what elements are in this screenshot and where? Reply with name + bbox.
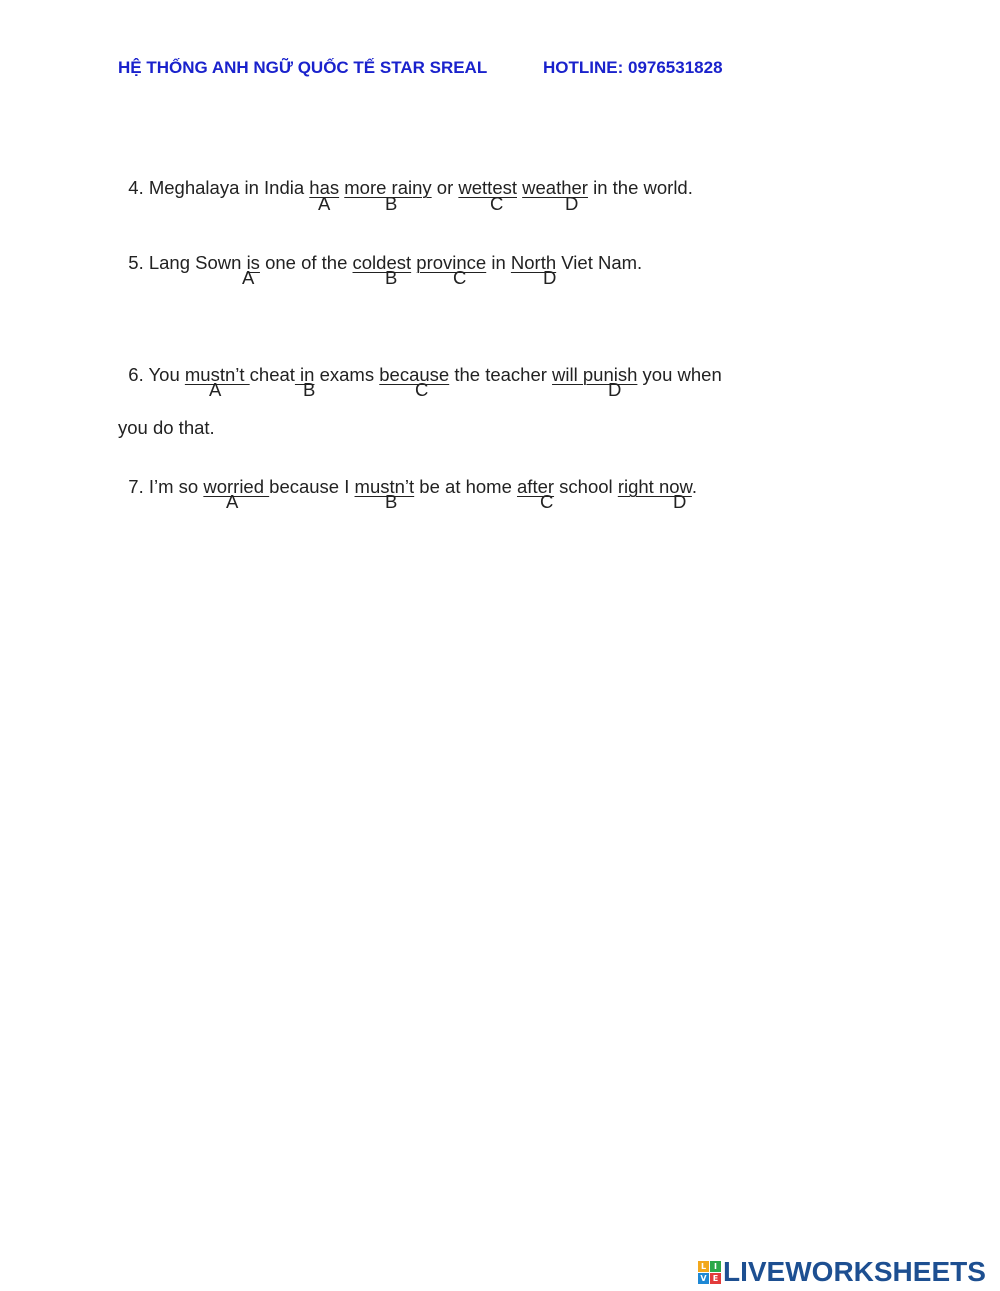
q6-seg: exams xyxy=(314,364,380,385)
q7-letter-b: B xyxy=(385,491,398,512)
question-7-sentence xyxy=(118,454,697,498)
q5-option-b[interactable]: coldest xyxy=(352,252,412,273)
q5-option-d[interactable]: North xyxy=(510,252,557,273)
q4-option-c[interactable]: wettest xyxy=(458,177,517,198)
q6-letter-c: C xyxy=(415,379,429,400)
q4-option-b[interactable]: more rainy xyxy=(344,177,432,198)
q6-seg: the teacher xyxy=(449,364,553,385)
q6-option-a[interactable]: mustn’t xyxy=(184,364,250,385)
logo-cell: I xyxy=(710,1261,721,1272)
q6-seg: cheat xyxy=(249,364,295,385)
logo-cell: L xyxy=(698,1261,709,1272)
q5-letter-a: A xyxy=(242,267,255,288)
q6-letter-d: D xyxy=(608,379,622,400)
q6-option-b[interactable]: in xyxy=(294,364,315,385)
q4-letter-d: D xyxy=(565,193,579,214)
q4-letter-b: B xyxy=(385,193,398,214)
liveworksheets-logo[interactable] xyxy=(698,1256,986,1288)
q7-letter-c: C xyxy=(540,491,554,512)
q4-seg: 4. Meghalaya in India xyxy=(128,177,310,198)
q4-option-a[interactable]: has xyxy=(309,177,340,198)
q6-seg: you when xyxy=(637,364,722,385)
q4-seg: in the world. xyxy=(587,177,693,198)
q7-seg: . xyxy=(691,476,697,497)
q6-option-c[interactable]: because xyxy=(379,364,450,385)
question-6-continuation: you do that. xyxy=(118,417,215,438)
q5-option-a[interactable]: is xyxy=(246,252,260,273)
q7-option-d[interactable]: right now xyxy=(617,476,692,497)
q6-option-d[interactable]: will punish xyxy=(552,364,638,385)
school-name-header: HỆ THỐNG ANH NGỮ QUỐC TẾ STAR SREAL xyxy=(118,58,488,77)
question-5-sentence xyxy=(118,230,642,274)
q5-option-c[interactable]: province xyxy=(416,252,487,273)
q7-seg: be at home xyxy=(414,476,518,497)
q7-option-c[interactable]: after xyxy=(517,476,555,497)
logo-text: LIVEWORKSHEETS xyxy=(723,1256,986,1287)
q5-seg: one of the xyxy=(259,252,353,273)
q6-letter-b: B xyxy=(303,379,316,400)
q4-option-d[interactable]: weather xyxy=(522,177,588,198)
q4-letter-c: C xyxy=(490,193,504,214)
question-4-sentence xyxy=(118,155,693,199)
q7-letter-a: A xyxy=(226,491,239,512)
q5-letter-c: C xyxy=(453,267,467,288)
q7-option-b[interactable]: mustn’t xyxy=(354,476,415,497)
q5-letter-d: D xyxy=(543,267,557,288)
q7-seg: 7. I’m so xyxy=(128,476,204,497)
q5-seg: in xyxy=(486,252,511,273)
q6-letter-a: A xyxy=(209,379,222,400)
logo-cell: E xyxy=(710,1273,721,1284)
q6-seg: 6. You xyxy=(128,364,185,385)
hotline-header: HOTLINE: 0976531828 xyxy=(543,58,723,77)
q7-seg: school xyxy=(554,476,618,497)
q7-seg: because I xyxy=(269,476,355,497)
q4-letter-a: A xyxy=(318,193,331,214)
logo-cell: V xyxy=(698,1273,709,1284)
q5-letter-b: B xyxy=(385,267,398,288)
q5-seg: 5. Lang Sown xyxy=(128,252,247,273)
q7-letter-d: D xyxy=(673,491,687,512)
logo-mark-icon xyxy=(698,1261,721,1284)
q5-seg: Viet Nam. xyxy=(556,252,643,273)
q7-option-a[interactable]: worried xyxy=(203,476,270,497)
q4-seg: or xyxy=(431,177,459,198)
